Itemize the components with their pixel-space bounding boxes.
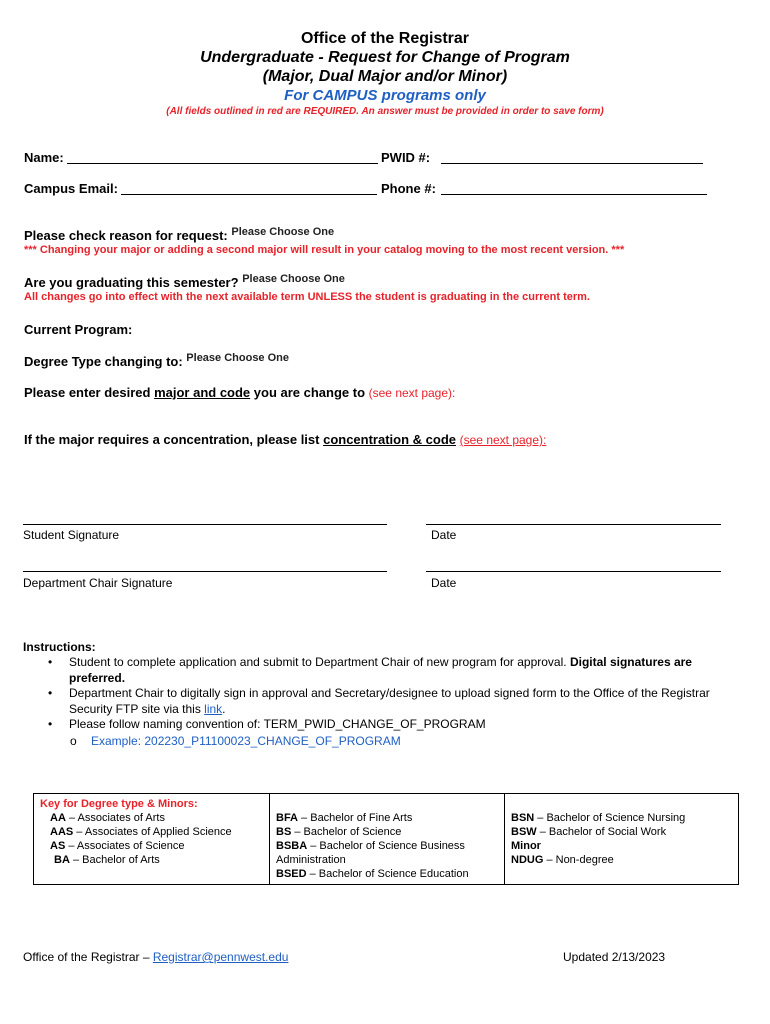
instruction-1-bold: Digital signatures are preferred. (69, 655, 692, 685)
office-title: Office of the Registrar (300, 30, 470, 47)
instruction-item-3 (23, 717, 748, 733)
pwid-field[interactable] (441, 163, 703, 164)
form-title: Undergraduate - Request for Change of Program (200, 49, 570, 66)
current-program-label: Current Program: (24, 322, 133, 337)
key-abbr: BS (276, 826, 292, 838)
key-abbr: BA (54, 854, 70, 866)
key-abbr: BSW (511, 826, 537, 838)
student-signature-line[interactable] (23, 524, 387, 525)
instruction-item-1 (23, 655, 748, 686)
major-prompt (24, 385, 455, 400)
graduating-row (24, 275, 345, 290)
key-item (511, 811, 732, 825)
key-item (40, 811, 263, 825)
graduating-dropdown[interactable]: Please Choose One (242, 273, 345, 285)
key-desc: – Bachelor of Science Education (306, 868, 469, 880)
key-item (40, 853, 263, 867)
footer-office (23, 950, 288, 964)
key-desc: – Bachelor of Science Nursing (534, 812, 686, 824)
key-abbr: AA (50, 812, 66, 824)
email-label: Campus Email: (24, 181, 118, 196)
key-item (511, 825, 732, 839)
reason-row (24, 228, 334, 243)
key-column-1 (34, 794, 270, 885)
key-desc: – Associates of Applied Science (73, 826, 232, 838)
footer-office-text: Office of the Registrar – (23, 950, 153, 964)
key-item (276, 825, 498, 839)
instruction-2-text: Department Chair to digitally sign in approval and Secretary/designee to upload signed form to the Office of the Registrar Security FTP site via this (69, 686, 710, 716)
bullet-icon: • (48, 655, 53, 669)
phone-field[interactable] (441, 194, 707, 195)
key-item (40, 839, 263, 853)
concentration-see-next[interactable]: (see next page): (459, 433, 547, 447)
key-column-2 (270, 794, 505, 885)
key-desc: – Bachelor of Science (291, 826, 402, 838)
key-column-3 (505, 794, 739, 885)
required-fields-note: (All fields outlined in red are REQUIRED. An answer must be provided in order to save form) (166, 106, 604, 117)
name-label: Name: (24, 150, 64, 165)
key-desc: – Associates of Arts (65, 812, 165, 824)
catalog-warning: *** Changing your major or adding a second major will result in your catalog moving to the most recent version. *** (24, 244, 625, 256)
bullet-icon: • (48, 717, 53, 731)
major-prompt-underlined: major and code (154, 385, 251, 400)
example-item (23, 733, 748, 749)
registrar-email-link[interactable]: Registrar@pennwest.edu (152, 950, 289, 964)
key-item (276, 867, 498, 881)
pwid-label: PWID #: (381, 150, 431, 165)
instruction-3-text: Please follow naming convention of: TERM_PWID_CHANGE_OF_PROGRAM (69, 717, 486, 731)
chair-signature-line[interactable] (23, 571, 387, 572)
graduating-label: Are you graduating this semester? (24, 275, 239, 290)
reason-label: Please check reason for request: (24, 228, 228, 243)
key-abbr: BSED (276, 868, 307, 880)
footer-updated: Updated 2/13/2023 (563, 950, 666, 964)
effect-note: All changes go into effect with the next available term UNLESS the student is graduating in the current term. (24, 291, 590, 303)
key-desc: – Bachelor of Fine Arts (298, 812, 413, 824)
key-abbr: AAS (50, 826, 74, 838)
name-field[interactable] (67, 163, 378, 164)
key-desc: – Bachelor of Science Business Administration (276, 840, 465, 866)
instructions-heading: Instructions: (23, 640, 96, 654)
major-prompt-suffix: you are change to (250, 385, 369, 400)
instructions-list (23, 655, 748, 733)
sub-bullet-icon: o (70, 733, 77, 748)
key-abbr: BSBA (276, 840, 308, 852)
instructions-section (23, 640, 748, 749)
ftp-link[interactable]: link (204, 701, 223, 716)
key-desc: – Bachelor of Arts (69, 854, 160, 866)
degree-type-dropdown[interactable]: Please Choose One (186, 352, 290, 364)
key-heading: Key for Degree type & Minors: (40, 798, 198, 810)
degree-key-table (33, 793, 739, 885)
date-label-2: Date (431, 576, 457, 590)
chair-signature-label: Department Chair Signature (23, 576, 173, 590)
key-item (511, 853, 732, 867)
key-abbr: Minor (511, 840, 541, 852)
key-abbr: BFA (276, 812, 298, 824)
instruction-item-2 (23, 686, 748, 717)
key-item (40, 825, 263, 839)
key-item (511, 839, 732, 853)
email-field[interactable] (121, 194, 377, 195)
key-abbr: AS (50, 840, 66, 852)
key-desc: – Bachelor of Social Work (536, 826, 667, 838)
key-abbr: NDUG (511, 854, 544, 866)
bullet-icon: • (48, 686, 53, 700)
campus-only-note: For CAMPUS programs only (284, 87, 486, 104)
concentration-prompt (24, 432, 546, 447)
key-item (276, 839, 498, 867)
key-item (276, 811, 498, 825)
major-see-next: (see next page): (368, 386, 456, 400)
date-line-1[interactable] (426, 524, 721, 525)
reason-dropdown[interactable]: Please Choose One (231, 226, 335, 238)
key-desc: – Associates of Science (65, 840, 185, 852)
degree-type-label: Degree Type changing to: (24, 354, 183, 369)
degree-type-row (24, 354, 289, 369)
date-label-1: Date (431, 528, 457, 542)
naming-example: Example: 202230_P11100023_CHANGE_OF_PROGRAM (91, 733, 401, 748)
instruction-1-text: Student to complete application and submit to Department Chair of new program for approval. (69, 655, 570, 669)
key-desc: – Non-degree (543, 854, 614, 866)
major-prompt-text: Please enter desired (24, 385, 155, 400)
concentration-prompt-text: If the major requires a concentration, please list (24, 432, 324, 447)
concentration-prompt-underlined: concentration & code (323, 432, 457, 447)
form-subtitle: (Major, Dual Major and/or Minor) (262, 68, 508, 85)
key-abbr: BSN (511, 812, 535, 824)
student-signature-label: Student Signature (23, 528, 120, 542)
instruction-2-end: . (222, 701, 226, 716)
date-line-2[interactable] (426, 571, 721, 572)
phone-label: Phone #: (381, 181, 436, 196)
